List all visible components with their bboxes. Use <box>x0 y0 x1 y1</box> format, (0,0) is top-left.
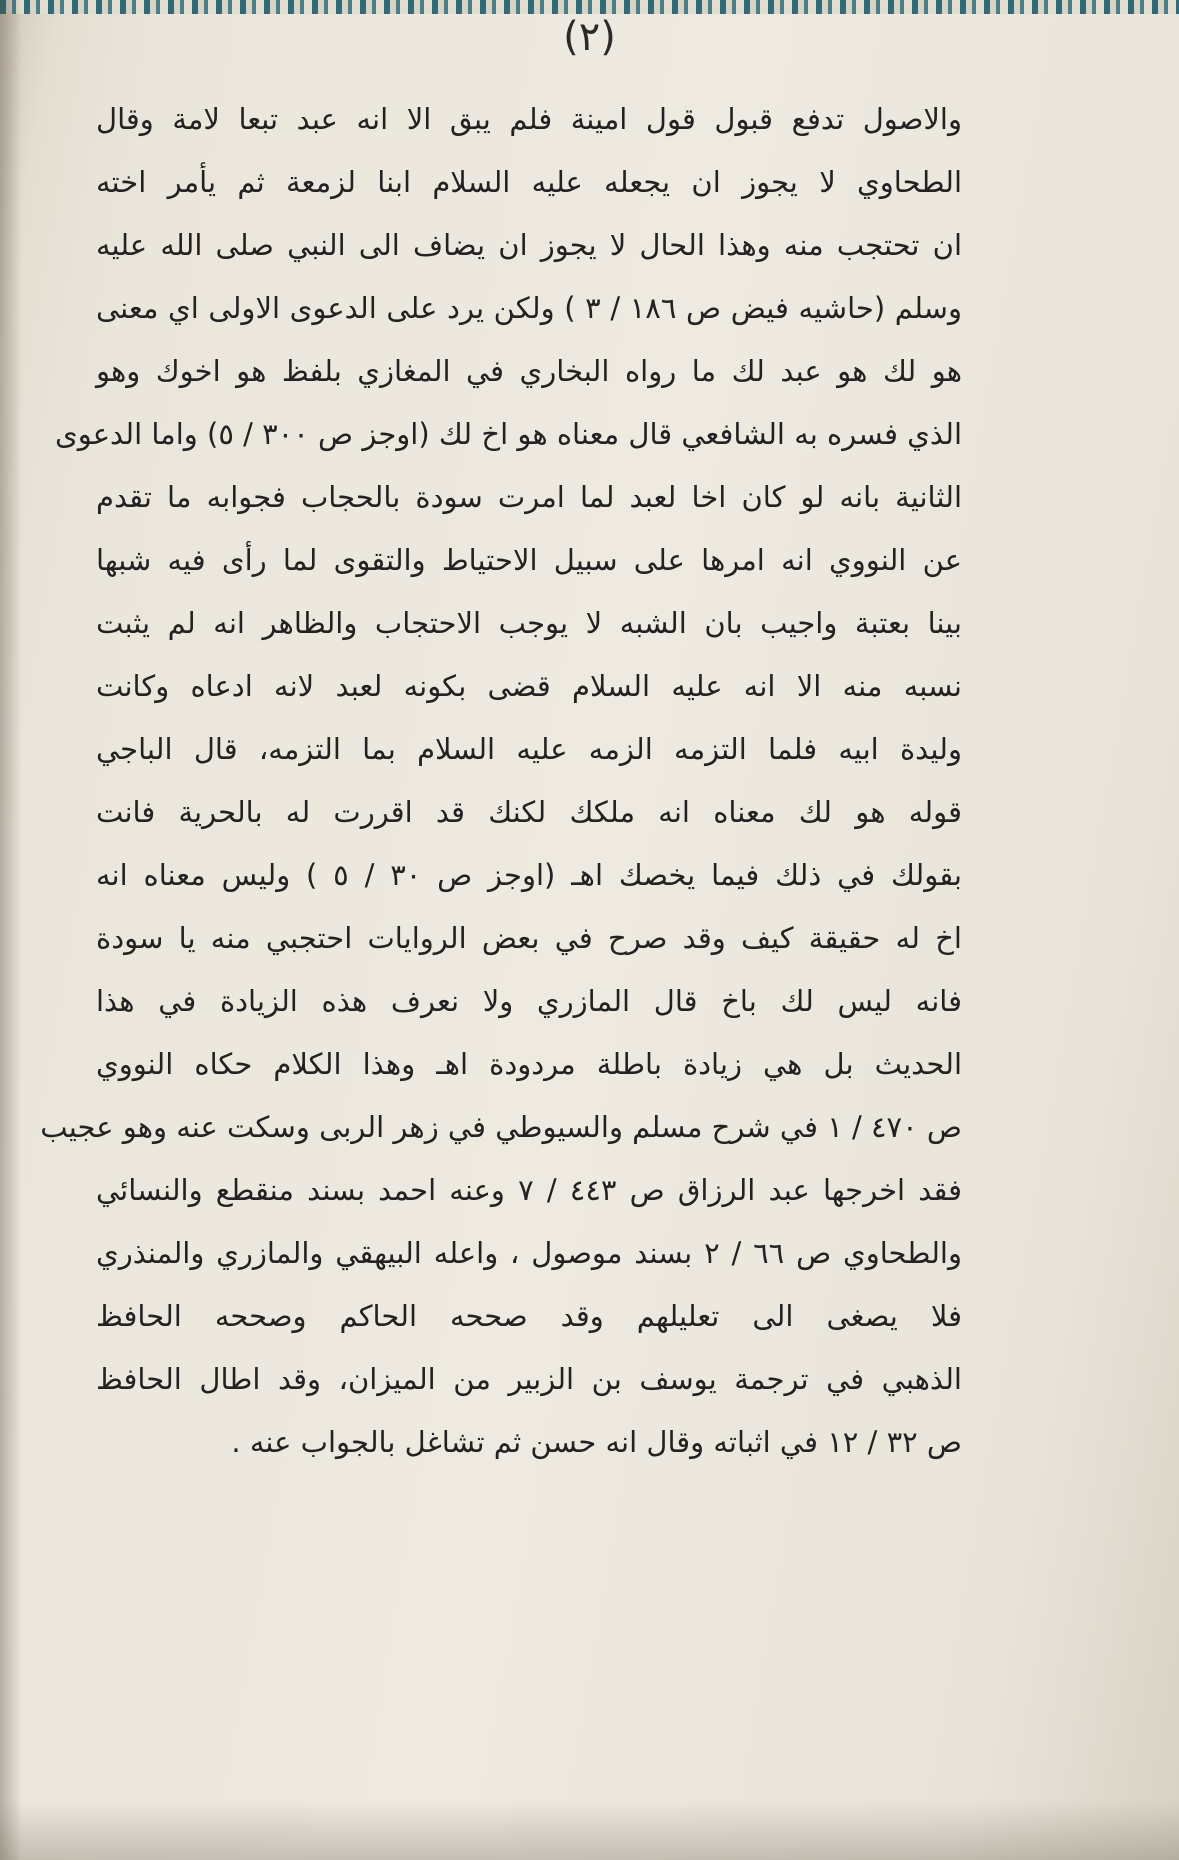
text-line: ص ٤٧٠ / ١ في شرح مسلم والسيوطي في زهر الربى وسكت عنه وهو عجيب <box>40 1110 962 1144</box>
top-edge-strip <box>0 0 1179 14</box>
text-line: الذي فسره به الشافعي قال معناه هو اخ لك (اوجز ص ٣٠٠ / ٥) واما الدعوى <box>55 417 962 451</box>
text-line: فانه ليس لك باخ قال المازري ولا نعرف هذه الزيادة في هذا <box>96 984 962 1018</box>
text-line: بينا بعتبة واجيب بان الشبه لا يوجب الاحتجاب والظاهر انه لم يثبت <box>96 606 962 640</box>
text-line: عن النووي انه امرها على سبيل الاحتياط والتقوى لما رأى فيه شبها <box>96 543 962 577</box>
text-line: ان تحتجب منه وهذا الحال لا يجوز ان يضاف الى النبي صلى الله عليه <box>96 228 962 262</box>
left-shadow <box>0 0 22 1860</box>
text-line: وليدة ابيه فلما التزمه الزمه عليه السلام بما التزمه، قال الباجي <box>96 732 962 766</box>
text-line: نسبه منه الا انه عليه السلام قضى بكونه لعبد لانه ادعاه وكانت <box>96 669 962 703</box>
bottom-shadow <box>0 1800 1179 1860</box>
text-line: هو لك هو عبد لك ما رواه البخاري في المغازي بلفظ هو اخوك وهو <box>96 354 962 388</box>
text-line: الثانية بانه لو كان اخا لعبد لما امرت سودة بالحجاب فجوابه ما تقدم <box>96 480 962 514</box>
text-line: وسلم (حاشيه فيض ص ١٨٦ / ٣ ) ولكن يرد على الدعوى الاولى اي معنى <box>96 291 962 325</box>
page-number: (٢) <box>563 14 616 60</box>
text-line: ص ٣٢ / ١٢ في اثباته وقال انه حسن ثم تشاغل بالجواب عنه . <box>231 1425 962 1459</box>
text-line: والاصول تدفع قبول قول امينة فلم يبق الا انه عبد تبعا لامة وقال <box>96 102 962 136</box>
text-line: فلا يصغى الى تعليلهم وقد صححه الحاكم وصححه الحافظ <box>96 1299 962 1333</box>
manuscript-text <box>40 88 962 1474</box>
text-line: الحديث بل هي زيادة باطلة مردودة اهـ وهذا الكلام حكاه النووي <box>96 1047 962 1081</box>
text-line: اخ له حقيقة كيف وقد صرح في بعض الروايات احتجبي منه يا سودة <box>96 921 962 955</box>
text-line: والطحاوي ص ٦٦ / ٢ بسند موصول ، واعله البيهقي والمازري والمنذري <box>96 1236 962 1270</box>
text-line: الذهبي في ترجمة يوسف بن الزبير من الميزان، وقد اطال الحافظ <box>96 1362 962 1396</box>
text-line: قوله هو لك معناه انه ملكك لكنك قد اقررت له بالحرية فانت <box>96 795 962 829</box>
text-line: الطحاوي لا يجوز ان يجعله عليه السلام ابنا لزمعة ثم يأمر اخته <box>96 165 962 199</box>
text-line: فقد اخرجها عبد الرزاق ص ٤٤٣ / ٧ وعنه احمد بسند منقطع والنسائي <box>96 1173 962 1207</box>
text-line: بقولك في ذلك فيما يخصك اهـ (اوجز ص ٣٠ / ٥ ) وليس معناه انه <box>96 858 962 892</box>
